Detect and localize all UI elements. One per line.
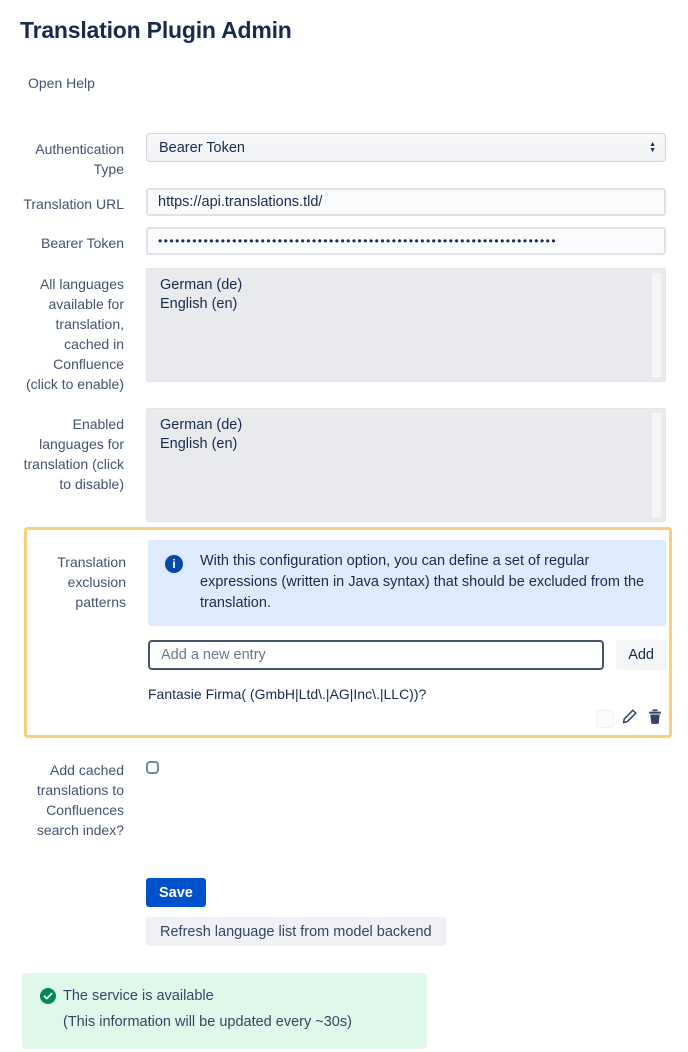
- translation-plugin-admin-page: [0, 17, 688, 1049]
- auth-type-selected-value: Bearer Token: [159, 139, 245, 156]
- add-entry-row: [148, 640, 666, 670]
- open-help-link[interactable]: Open Help: [28, 75, 95, 91]
- service-status-box: [22, 973, 427, 1049]
- listbox-scrollbar[interactable]: [651, 272, 662, 378]
- info-icon-wrap: [148, 551, 200, 614]
- all-languages-listbox[interactable]: [146, 268, 666, 382]
- exclusion-patterns-row: [27, 540, 669, 728]
- enabled-languages-label: Enabled languages for translation (click to disable): [23, 416, 124, 492]
- bearer-token-row: [20, 227, 688, 255]
- add-entry-button[interactable]: Add: [616, 640, 666, 670]
- info-icon: i: [165, 555, 183, 573]
- entry-ghost-square: [596, 710, 614, 728]
- refresh-row: [20, 917, 688, 946]
- listbox-scrollbar[interactable]: [651, 412, 662, 518]
- enabled-languages-listbox[interactable]: [146, 408, 666, 522]
- add-entry-input[interactable]: [148, 640, 604, 670]
- success-check-icon: [40, 988, 56, 1004]
- page-title: Translation Plugin Admin: [20, 17, 292, 43]
- auth-type-label: Authentication Type: [35, 141, 124, 177]
- save-row: [20, 878, 688, 907]
- delete-entry-button[interactable]: [646, 707, 664, 725]
- enabled-languages-row: [20, 408, 688, 522]
- trash-icon: [646, 713, 664, 728]
- bearer-token-input[interactable]: ••••••••••••••••••••••••••••••••••••••••••••••••••••••••••••••••••••••: [146, 227, 666, 255]
- save-button[interactable]: Save: [146, 878, 206, 907]
- enabled-languages-option-german[interactable]: German (de): [160, 417, 243, 433]
- exclusion-patterns-section: [24, 527, 672, 738]
- exclusion-entry-actions: [148, 704, 666, 728]
- exclusion-entry-text: Fantasie Firma( (GmbH|Ltd\.|AG|Inc\.|LLC))?: [148, 686, 427, 702]
- exclusion-entry-row: [148, 684, 666, 728]
- all-languages-option-english[interactable]: English (en): [160, 296, 238, 312]
- all-languages-row: [20, 268, 688, 394]
- auth-type-row: [20, 133, 688, 179]
- pencil-icon: [621, 713, 639, 728]
- auth-type-select[interactable]: [146, 133, 666, 162]
- bearer-token-label: Bearer Token: [40, 235, 124, 251]
- exclusion-info-text: With this configuration option, you can define a set of regular expressions (written in Java syntax) that should be excluded from the translation.: [200, 553, 645, 611]
- exclusion-info-box: [148, 540, 666, 626]
- enabled-languages-option-english[interactable]: English (en): [160, 436, 238, 452]
- edit-entry-button[interactable]: [621, 707, 639, 725]
- select-stepper-icon: ▲ ▼: [649, 140, 656, 154]
- translation-url-label: Translation URL: [23, 196, 124, 212]
- refresh-language-list-button[interactable]: Refresh language list from model backend: [146, 917, 446, 946]
- search-index-row: [20, 754, 688, 840]
- admin-form: [0, 133, 688, 946]
- service-status-note: (This information will be updated every ~30s): [63, 1014, 352, 1030]
- translation-url-input[interactable]: [146, 188, 666, 216]
- search-index-checkbox[interactable]: [146, 761, 159, 774]
- search-index-label: Add cached translations to Confluences search index?: [36, 762, 124, 838]
- translation-url-row: [20, 188, 688, 216]
- exclusion-patterns-label: Translation exclusion patterns: [57, 554, 126, 610]
- all-languages-label: All languages available for translation, cached in Confluence (click to enable): [25, 276, 124, 392]
- all-languages-option-german[interactable]: German (de): [160, 277, 243, 293]
- service-status-message: The service is available: [63, 988, 214, 1004]
